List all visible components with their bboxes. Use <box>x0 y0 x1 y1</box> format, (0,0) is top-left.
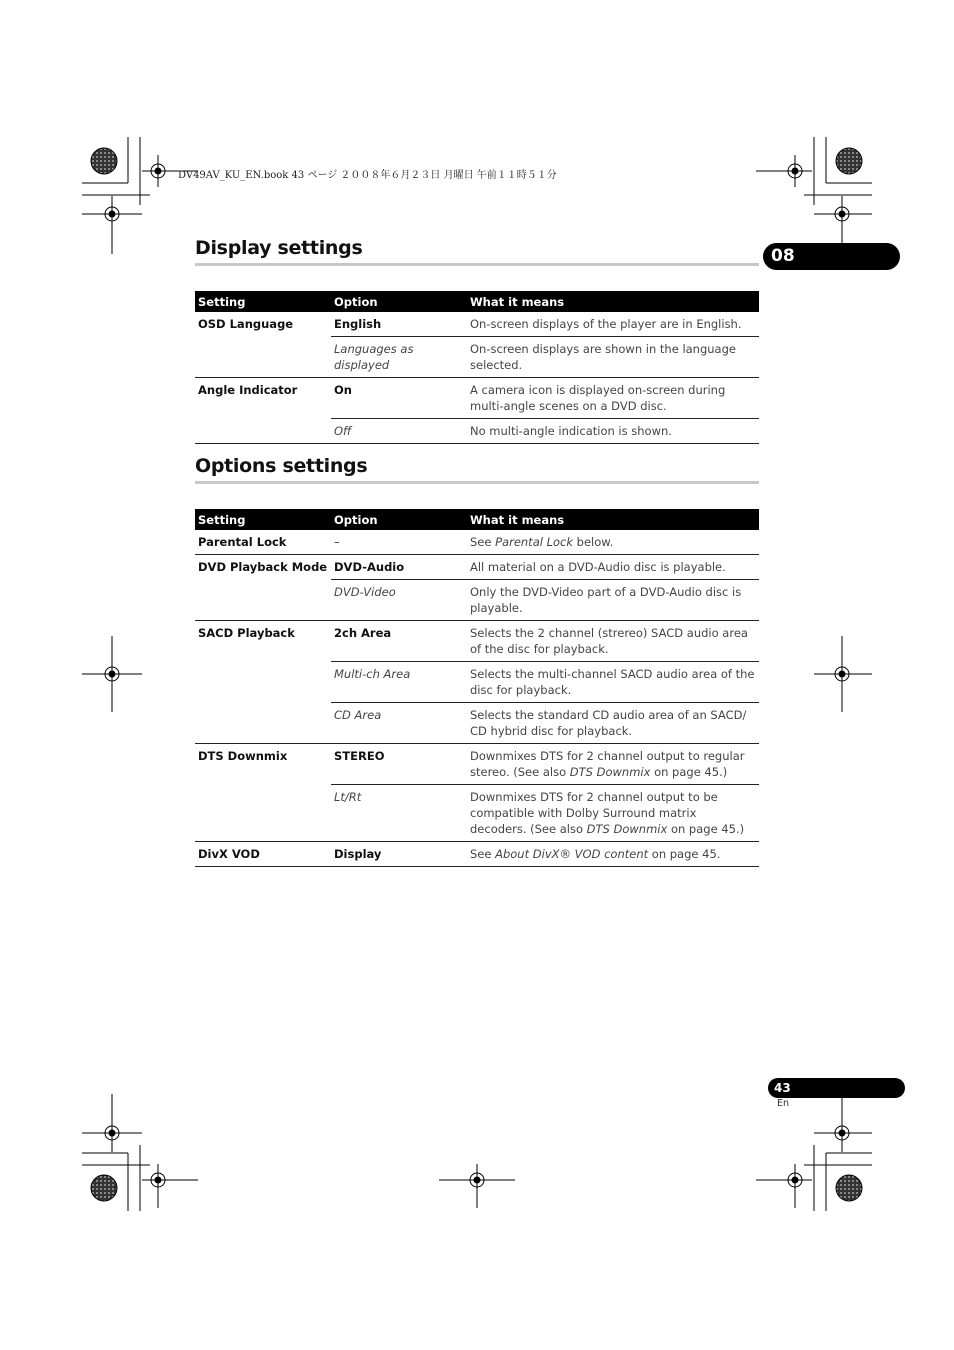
setting-name <box>195 662 331 703</box>
option-value: DVD-Video <box>331 580 467 621</box>
option-meaning <box>467 785 759 842</box>
meaning-text: See <box>470 847 496 861</box>
table-row <box>195 530 759 555</box>
option-value: On <box>331 378 467 419</box>
column-header: What it means <box>467 291 759 312</box>
column-header: Option <box>331 291 467 312</box>
options-settings-title: Options settings <box>195 455 368 477</box>
cross-reference: DTS Downmix <box>569 765 651 779</box>
table-row <box>195 419 759 444</box>
table-row <box>195 744 759 785</box>
option-value: – <box>331 530 467 555</box>
chapter-badge: 08 <box>763 243 900 270</box>
options-settings-table <box>195 509 759 867</box>
table-header-row <box>195 291 759 312</box>
language-label: En <box>777 1098 790 1109</box>
option-value: 2ch Area <box>331 621 467 662</box>
table-row <box>195 662 759 703</box>
meaning-text: on page 45.) <box>667 822 745 836</box>
display-settings-title: Display settings <box>195 237 363 259</box>
table-row <box>195 580 759 621</box>
option-value: Lt/Rt <box>331 785 467 842</box>
meaning-text: Downmixes DTS for 2 channel output to be compatible with Dolby Surround matrix decoders. (See also <box>470 790 718 836</box>
column-header: Setting <box>195 509 331 530</box>
setting-name: DTS Downmix <box>198 749 288 763</box>
option-value: DVD-Audio <box>331 555 467 580</box>
title-rule <box>195 263 759 266</box>
table-row <box>195 312 759 337</box>
print-header: DV49AV_KU_EN.book 43 ページ ２００８年６月２３日 月曜日 午前１１時５１分 <box>178 170 557 181</box>
column-header: Setting <box>195 291 331 312</box>
option-meaning: No multi-angle indication is shown. <box>467 419 759 444</box>
meaning-text: on page 45. <box>648 847 721 861</box>
meaning-text: on page 45.) <box>650 765 728 779</box>
option-value: English <box>331 312 467 337</box>
table-row <box>195 378 759 419</box>
option-value: STEREO <box>331 744 467 785</box>
display-settings-table <box>195 291 759 444</box>
table-row <box>195 842 759 867</box>
setting-name <box>195 419 331 444</box>
title-rule <box>195 481 759 484</box>
setting-name: Parental Lock <box>195 530 331 555</box>
option-meaning <box>467 530 759 555</box>
cross-reference: About DivX® VOD content <box>495 847 649 861</box>
option-value: Off <box>331 419 467 444</box>
setting-name: DVD Playback Mode <box>198 560 328 574</box>
cross-reference: DTS Downmix <box>586 822 668 836</box>
setting-name: SACD Playback <box>198 626 295 640</box>
option-meaning: All material on a DVD-Audio disc is playable. <box>467 555 759 580</box>
option-value: Languages as displayed <box>331 337 467 378</box>
setting-name <box>195 703 331 744</box>
cross-reference: Parental Lock <box>495 535 574 549</box>
option-meaning: Selects the 2 channel (strereo) SACD audio area of the disc for playback. <box>467 621 759 662</box>
meaning-text: below. <box>573 535 614 549</box>
option-value: CD Area <box>331 703 467 744</box>
option-meaning: On-screen displays of the player are in English. <box>467 312 759 337</box>
option-meaning: A camera icon is displayed on-screen during multi-angle scenes on a DVD disc. <box>467 378 759 419</box>
option-meaning: Selects the standard CD audio area of an SACD/ CD hybrid disc for playback. <box>467 703 759 744</box>
table-row <box>195 621 759 662</box>
setting-name: Angle Indicator <box>198 383 298 397</box>
option-meaning: Selects the multi-channel SACD audio area of the disc for playback. <box>467 662 759 703</box>
option-meaning: On-screen displays are shown in the language selected. <box>467 337 759 378</box>
setting-name <box>195 580 331 621</box>
setting-name: DivX VOD <box>195 842 331 867</box>
column-header: What it means <box>467 509 759 530</box>
column-header: Option <box>331 509 467 530</box>
page-number-badge: 43 <box>768 1078 905 1098</box>
table-row <box>195 703 759 744</box>
option-meaning: Only the DVD-Video part of a DVD-Audio disc is playable. <box>467 580 759 621</box>
option-meaning <box>467 744 759 785</box>
table-row <box>195 785 759 842</box>
table-row <box>195 555 759 580</box>
option-meaning <box>467 842 759 867</box>
setting-name <box>195 337 331 378</box>
table-row <box>195 337 759 378</box>
setting-name <box>195 785 331 842</box>
setting-name: OSD Language <box>198 317 294 331</box>
meaning-text: See <box>470 535 496 549</box>
option-value: Multi-ch Area <box>331 662 467 703</box>
table-header-row <box>195 509 759 530</box>
option-value: Display <box>331 842 467 867</box>
meaning-text: Downmixes DTS for 2 channel output to regular stereo. (See also <box>470 749 745 779</box>
